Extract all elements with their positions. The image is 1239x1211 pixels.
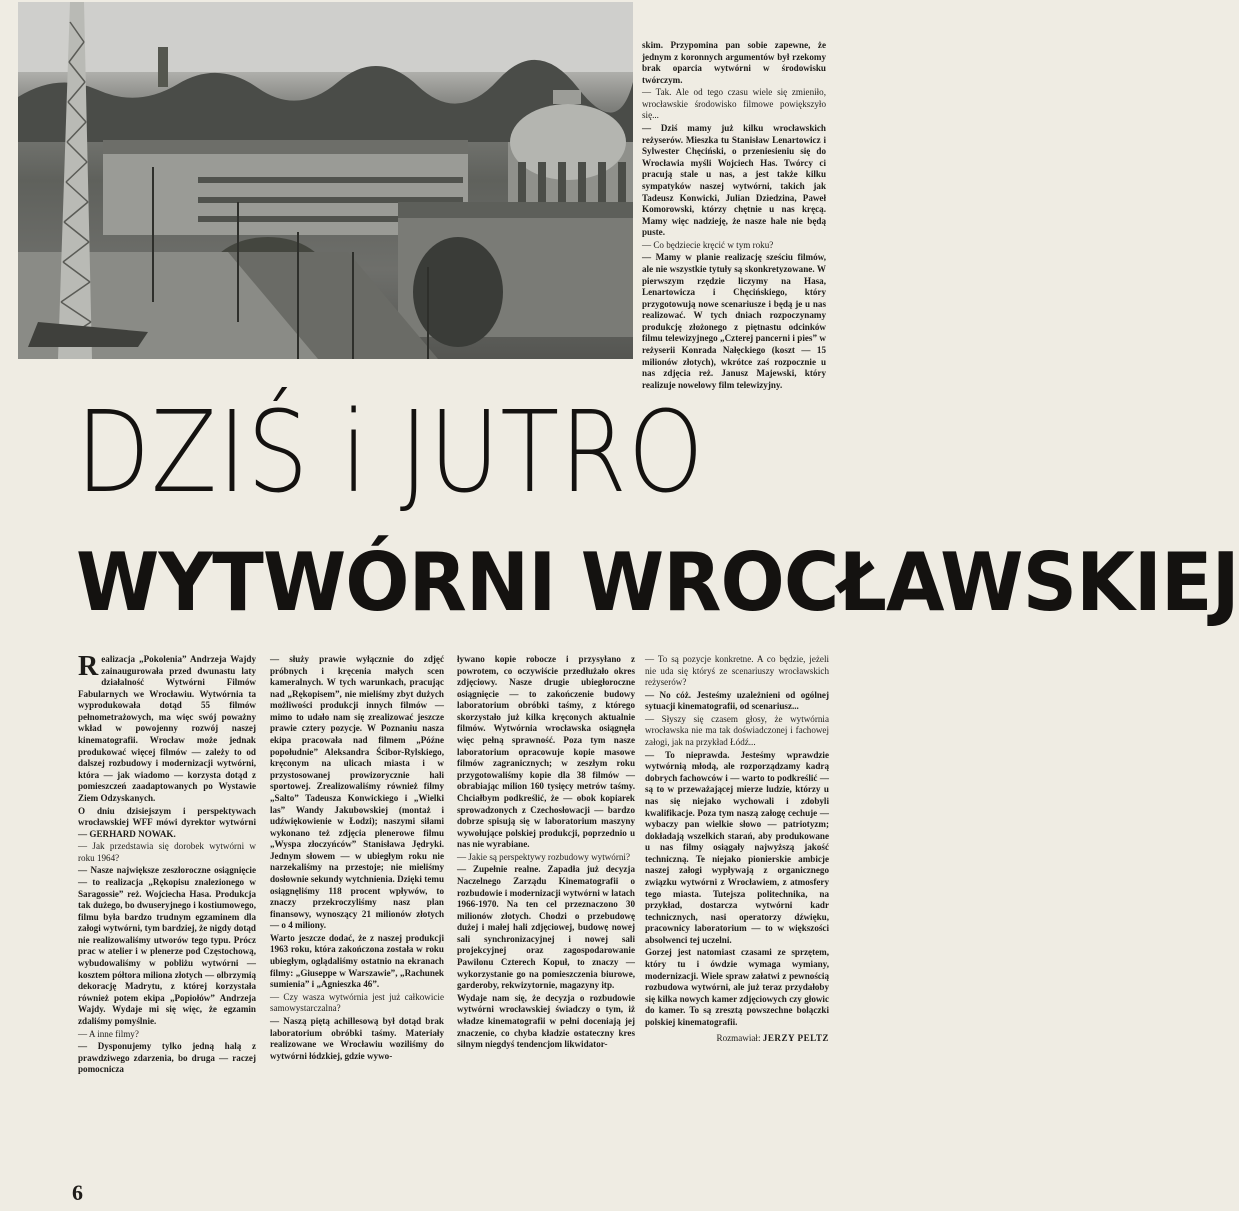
paragraph-text: — To są pozycje konkretne. A co będzie, jeżeli nie uda się któryś ze scenariuszy wrocławskich reżyserów?: [645, 654, 829, 688]
paragraph-text: — Co będziecie kręcić w tym roku?: [642, 239, 774, 250]
paragraph: [642, 123, 826, 239]
paragraph: [78, 1029, 256, 1041]
paragraph: [645, 714, 829, 749]
paragraph-text: — Dysponujemy tylko jedną halą z prawdziwego zdarzenia, bo druga — raczej pomocnicza: [78, 1041, 256, 1075]
paragraph-text: — Czy wasza wytwórnia jest już całkowicie samowystarczalna?: [270, 991, 444, 1014]
byline-name: JERZY PELTZ: [762, 1032, 829, 1043]
paragraph: [78, 1041, 256, 1076]
paragraph-text: O dniu dzisiejszym i perspektywach wrocławskiej WFF mówi dyrektor wytwórni — GERHARD NOWAK.: [78, 805, 256, 839]
byline-label: Rozmawiał:: [716, 1032, 761, 1043]
paragraph-text: — Słyszy się czasem głosy, że wytwórnia wrocławska nie ma tak doświadczonej i fachowej załogi, jak na przykład Łódź...: [645, 713, 829, 748]
paragraph: [645, 750, 829, 947]
paragraph-text: — Jak przedstawia się dorobek wytwórni w roku 1964?: [78, 841, 256, 863]
paragraph: [78, 841, 256, 864]
paragraph-text: — Zupełnie realne. Zapadła już decyzja Naczelnego Zarządu Kinematografii o rozbudowie i modernizacji wytwórni w latach 1966-1970. Na ten cel przeznaczono 30 milionów złotych. Chodzi o przebudowę dużej i małej hali zdjęciowej, budowę nowej sali synchronizacyjnej i nowej sali projekcyjnej oraz zagospodarowanie Pawilonu Czterech Kopuł, to znaczy — wykorzystanie go na pomieszczenia biurowe, garderoby, rekwizytornie, magazyny itp.: [457, 864, 635, 991]
paragraph-text: Wydaje nam się, że decyzja o rozbudowie wytwórni wrocławskiej świadczy o tym, iż władze kinematografii w pełni doceniają jej znaczenie, co chyba kładzie ostateczny kres silnym niegdyś tendencjom likwidator-: [457, 992, 635, 1050]
paragraph: [645, 690, 829, 713]
paragraph-text: — Jakie są perspektywy rozbudowy wytwórni?: [457, 851, 630, 862]
paragraph: [457, 993, 635, 1051]
article-column-2: [270, 654, 444, 1063]
paragraph: [457, 852, 635, 864]
article-column-4: [645, 654, 829, 1044]
paragraph-text: — Nasze największe zeszłoroczne osiągnięcie — to realizacja „Rękopisu znalezionego w Saragossie” reż. Wojciecha Hasa. Produkcja tak dużego, bo dwuseryjnego i kostiumowego, filmu była bardzo trudnym egzaminem dla załogi wytwórni, tym bardziej, że nigdy dotąd nie realizowaliśmy utworów tego typu. Prócz prac w atelier i w plenerze pod Częstochową, wybudowaliśmy w pobliżu wytwórni — kosztem półtora miliona złotych — olbrzymią dekorację Madrytu, z której korzystała również potem ekipa „Popiołów” Andrzeja Wajdy. Wydaje mi się więc, że egzamin zdaliśmy pomyślnie.: [78, 865, 256, 1026]
paragraph: [270, 933, 444, 991]
paragraph: [645, 654, 829, 689]
paragraph-text: — Mamy w planie realizację sześciu filmów, ale nie wszystkie tytuły są skonkretyzowane. W pierwszym rzędzie liczymy na Hasa, Lenartowicza i Chęcińskiego, który przygotowują nowe scenariusze i będą je u nas realizować. W tych dniach rozpoczynamy produkcję złożonego z piętnastu odcinków filmu telewizyjnego „Czterej pancerni i pies” w reżyserii Konrada Nałęckiego (koszt — 15 milionów złotych), wkrótce zaś rozpocznie u nas zdjęcia reż. Janusz Majewski, który realizuje nowelowy film telewizyjny.: [642, 252, 826, 390]
paragraph-text: — Dziś mamy już kilku wrocławskich reżyserów. Mieszka tu Stanisław Lenartowicz i Sylwester Chęciński, o przeniesieniu się do Wrocławia myśli Wojciech Has. Twórcy ci pracują stale u nas, a jest także kilku sympatyków naszej wytwórni, takich jak Tadeusz Konwicki, Julian Dziedzina, Paweł Komorowski, którzy chętnie u nas kręcą. Mamy więc nadzieję, że nasze hale nie będą puste.: [642, 123, 826, 238]
article-column-1: [78, 651, 256, 1077]
page-number: 6: [72, 1180, 83, 1205]
paragraph: [642, 40, 826, 86]
headline-line-1: DZIŚ i JUTRO: [76, 388, 705, 518]
paragraph-text: Warto jeszcze dodać, że z naszej produkcji 1963 roku, która zakończona została w roku ubiegłym, oglądaliśmy ostatnio na ekranach filmy: „Giuseppe w Warszawie”, „Rachunek sumienia” i „Agnieszka 46”.: [270, 932, 444, 990]
paragraph: [642, 252, 826, 391]
paragraph-text: — A inne filmy?: [78, 1028, 139, 1039]
paragraph: [270, 654, 444, 932]
paragraph: [642, 87, 826, 122]
paragraph: [78, 806, 256, 841]
paragraph: [270, 1016, 444, 1062]
paragraph-text: ealizacja „Pokolenia” Andrzeja Wajdy zainaugurowała przed dwunastu laty działalność Wytwórni Filmów Fabularnych we Wrocławiu. Wytwórnia ta wyprodukowała dotąd 55 filmów pełnometrażowych, ma więc swój poważny wkład w powojenny rozwój naszej kinematografii. Wrocław może jednak produkować więcej filmów — zależy to od dalszej rozbudowy i modernizacji wytwórni, która — jak wiadomo — korzysta dotąd z pomieszczeń zaadaptowanych po Wystawie Ziem Odzyskanych.: [78, 654, 256, 803]
paragraph-text: — To nieprawda. Jesteśmy wprawdzie wytwórnią młodą, ale rozporządzamy kadrą dobrych fachowców i — warto to podkreślić — są to w przeważającej mierze ludzie, którzy u nas się niejako wychowali i zdobyli kwalifikacje. Poza tym naszą załogę cechuje — wybaczy pan wielkie słowo — patriotyzm; dokładają wszelkich starań, aby produkowane u nas filmy osiągały najwyższą jakość techniczną. Te niejako pionierskie ambicje naszej załogi wypływają z organicznego związku wytwórni z Wrocławiem, z atmosfery tego miasta. Tutejsza politechnika, na przykład, dostarcza wytwórni kadr technicznych, nasi operatorzy dźwięku, pracownicy laboratorium — to w większości absolwenci tej uczelni.: [645, 749, 829, 945]
paragraph-text: ływano kopie robocze i przysyłano z powrotem, co oczywiście przedłużało okres zdjęciowy. Nasze drugie ubiegłoroczne osiągnięcie — to zakończenie budowy laboratorium obróbki taśmy, z którego skorzystało już kilka kręconych aktualnie filmów. Wytwórnia wrocławska osiągnęła więc pełną sprawność. Poza tym nasze laboratorium opracowuje kopie masowe filmów zagranicznych; w zeszłym roku przygotowaliśmy kopie dla 38 filmów — obrabiając milion 160 tysięcy metrów taśmy. Chciałbym podkreślić, że — obok kopiarek sprowadzonych z Czechosłowacji — bardzo dobrze spisują się w laboratorium maszyny wywołujące polskiej produkcji, poprzednio u nas nie wyrabiane.: [457, 654, 635, 850]
paragraph: [645, 947, 829, 1028]
studio-photo: [18, 2, 633, 359]
paragraph: [78, 651, 256, 805]
paragraph-text: — Naszą piętą achillesową był dotąd brak laboratorium obróbki taśmy. Materiały realizowane we Wrocławiu woziliśmy do wytwórni łódzkiej, gdzie wywo-: [270, 1015, 444, 1061]
top-right-column: [642, 40, 826, 392]
drop-cap: R: [78, 651, 99, 682]
paragraph-text: — Tak. Ale od tego czasu wiele się zmieniło, wrocławskie środowisko filmowe powiększyło się...: [642, 87, 826, 121]
paragraph-text: skim. Przypomina pan sobie zapewne, że jednym z koronnych argumentów był rzekomy brak oparcia wytwórni w środowisku twórczym.: [642, 40, 826, 85]
paragraph: [457, 864, 635, 991]
paragraph-text: — No cóż. Jesteśmy uzależnieni od ogólnej sytuacji kinematografii, od scenariusz...: [645, 689, 829, 712]
headline-line-2: WYTWÓRNI WROCŁAWSKIEJ: [76, 536, 1239, 629]
byline: [645, 1033, 829, 1045]
paragraph-text: Gorzej jest natomiast czasami ze sprzętem, który tu i ówdzie wymaga wymiany, modernizacji. Wiele spraw załatwi z pewnością rozbudowa wytwórni, ale już teraz przydałoby się kilka nowych kamer zdjęciowych czy głowic do kamer. To są zresztą powszechne bolączki polskiej kinematografii.: [645, 947, 829, 1027]
paragraph: [457, 654, 635, 851]
paragraph: [642, 240, 826, 252]
paragraph: [270, 992, 444, 1015]
paragraph-text: — służy prawie wyłącznie do zdjęć próbnych i kręcenia małych scen kameralnych. W tych warunkach, pracując nad „Rękopisem”, nie mieliśmy zbyt dużych możliwości produkcji innych filmów — mimo to udało nam się zrealizować jeszcze prawie cztery pozycje. W Poznaniu nasza ekipa pracowała nad filmem „Późne popołudnie” Aleksandra Ścibor-Rylskiego, kręconym na ulicach miasta i w przystosowanej prowizorycznie hali sportowej. Zrealizowaliśmy również filmy „Salto” Tadeusza Konwickiego i „Wielki las” Wandy Jakubowskiej (montaż i udźwiękowienie w Łodzi); naszymi siłami wykonano też zdjęcia plenerowe filmu „Wyspa złoczyńców” Stanisława Jędryki. Jednym słowem — w ubiegłym roku nie narzekaliśmy na przestoje; nie mieliśmy dosłownie sekundy wytchnienia. Dzięki temu osiągnęliśmy 118 procent wpływów, to znaczy przekroczyliśmy nasz plan finansowy, wynoszący 21 milionów złotych — o 4 miliony.: [270, 654, 444, 931]
paragraph: [78, 865, 256, 1027]
article-column-3: [457, 654, 635, 1052]
